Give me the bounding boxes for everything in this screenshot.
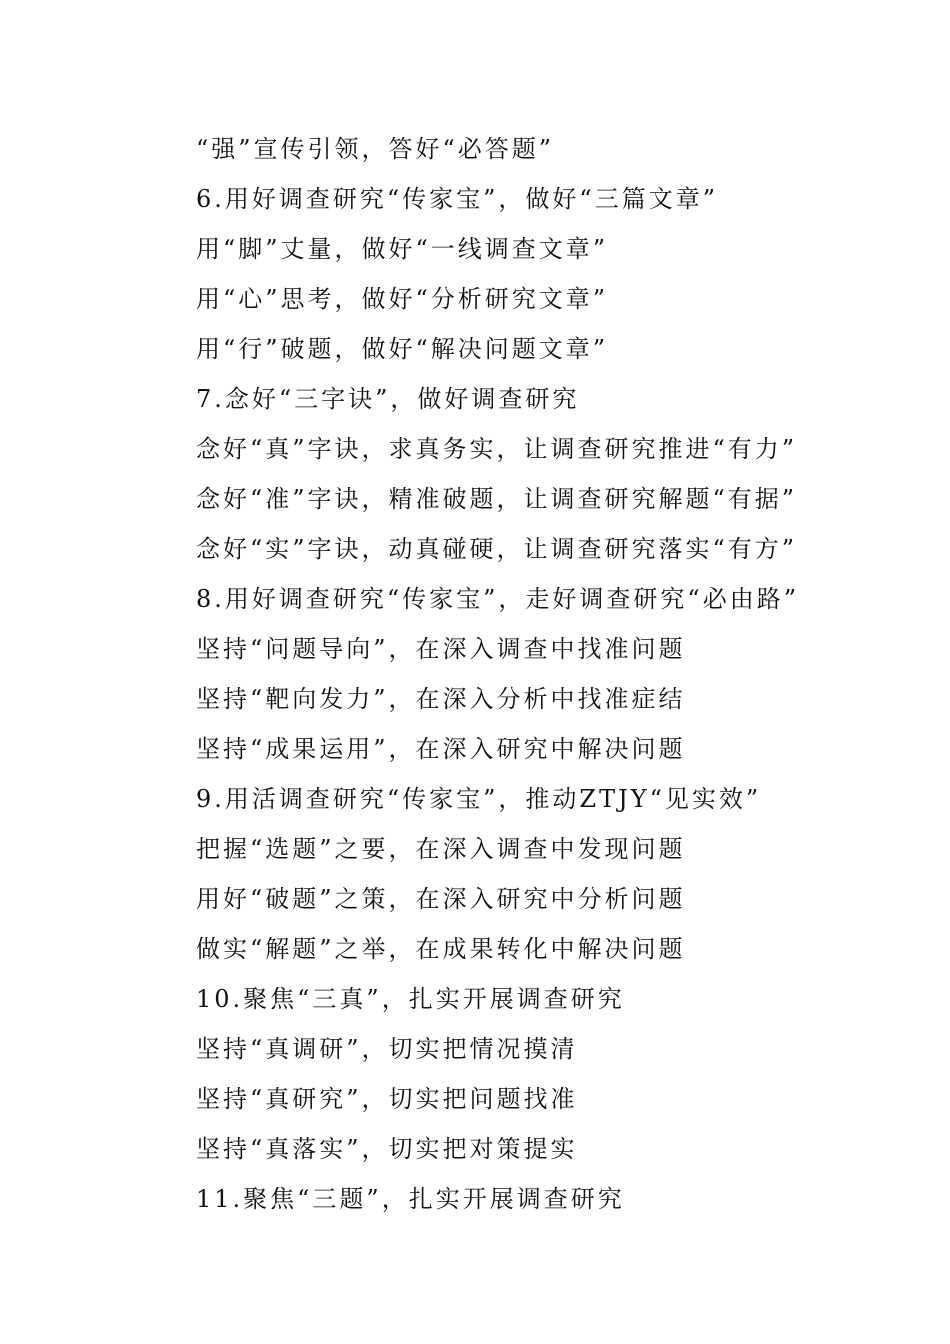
- text-line-subheading: 坚持“成果运用”，在深入研究中解决问题: [196, 735, 686, 763]
- text-line-subheading: 念好“准”字诀，精准破题，让调查研究解题“有据”: [196, 485, 798, 513]
- text-line-subheading: 用“脚”丈量，做好“一线调查文章”: [196, 235, 609, 263]
- text-line-subheading: 坚持“真落实”，切实把对策提实: [196, 1135, 578, 1163]
- text-line-subheading: 坚持“真调研”，切实把情况摸清: [196, 1035, 578, 1063]
- text-line-subheading: 把握“选题”之要，在深入调查中发现问题: [196, 835, 686, 863]
- text-line-subheading: 用“行”破题，做好“解决问题文章”: [196, 335, 609, 363]
- text-line-subheading: 念好“实”字诀，动真碰硬，让调查研究落实“有方”: [196, 535, 798, 563]
- text-line-heading-8: 8.用好调查研究“传家宝”，走好调查研究“必由路”: [196, 585, 799, 613]
- text-line-heading-9: 9.用活调查研究“传家宝”，推动ZTJY“见实效”: [196, 785, 762, 813]
- text-line-subheading: 坚持“问题导向”，在深入调查中找准问题: [196, 635, 686, 663]
- text-line-subheading: 念好“真”字诀，求真务实，让调查研究推进“有力”: [196, 435, 798, 463]
- text-line-heading-7: 7.念好“三字诀”，做好调查研究: [196, 385, 580, 413]
- document-body: [196, 124, 896, 1224]
- text-line-heading-11: 11.聚焦“三题”，扎实开展调查研究: [196, 1185, 625, 1213]
- text-line-subheading: 坚持“靶向发力”，在深入分析中找准症结: [196, 685, 686, 713]
- text-line-subheading: 做实“解题”之举，在成果转化中解决问题: [196, 935, 686, 963]
- text-line-subheading: 用好“破题”之策，在深入研究中分析问题: [196, 885, 686, 913]
- text-line-heading-10: 10.聚焦“三真”，扎实开展调查研究: [196, 985, 625, 1013]
- text-line-heading-6: 6.用好调查研究“传家宝”，做好“三篇文章”: [196, 185, 718, 213]
- text-line-subheading: 用“心”思考，做好“分析研究文章”: [196, 285, 609, 313]
- text-line-subheading: “强”宣传引领，答好“必答题”: [196, 135, 555, 163]
- text-line-subheading: 坚持“真研究”，切实把问题找准: [196, 1085, 578, 1113]
